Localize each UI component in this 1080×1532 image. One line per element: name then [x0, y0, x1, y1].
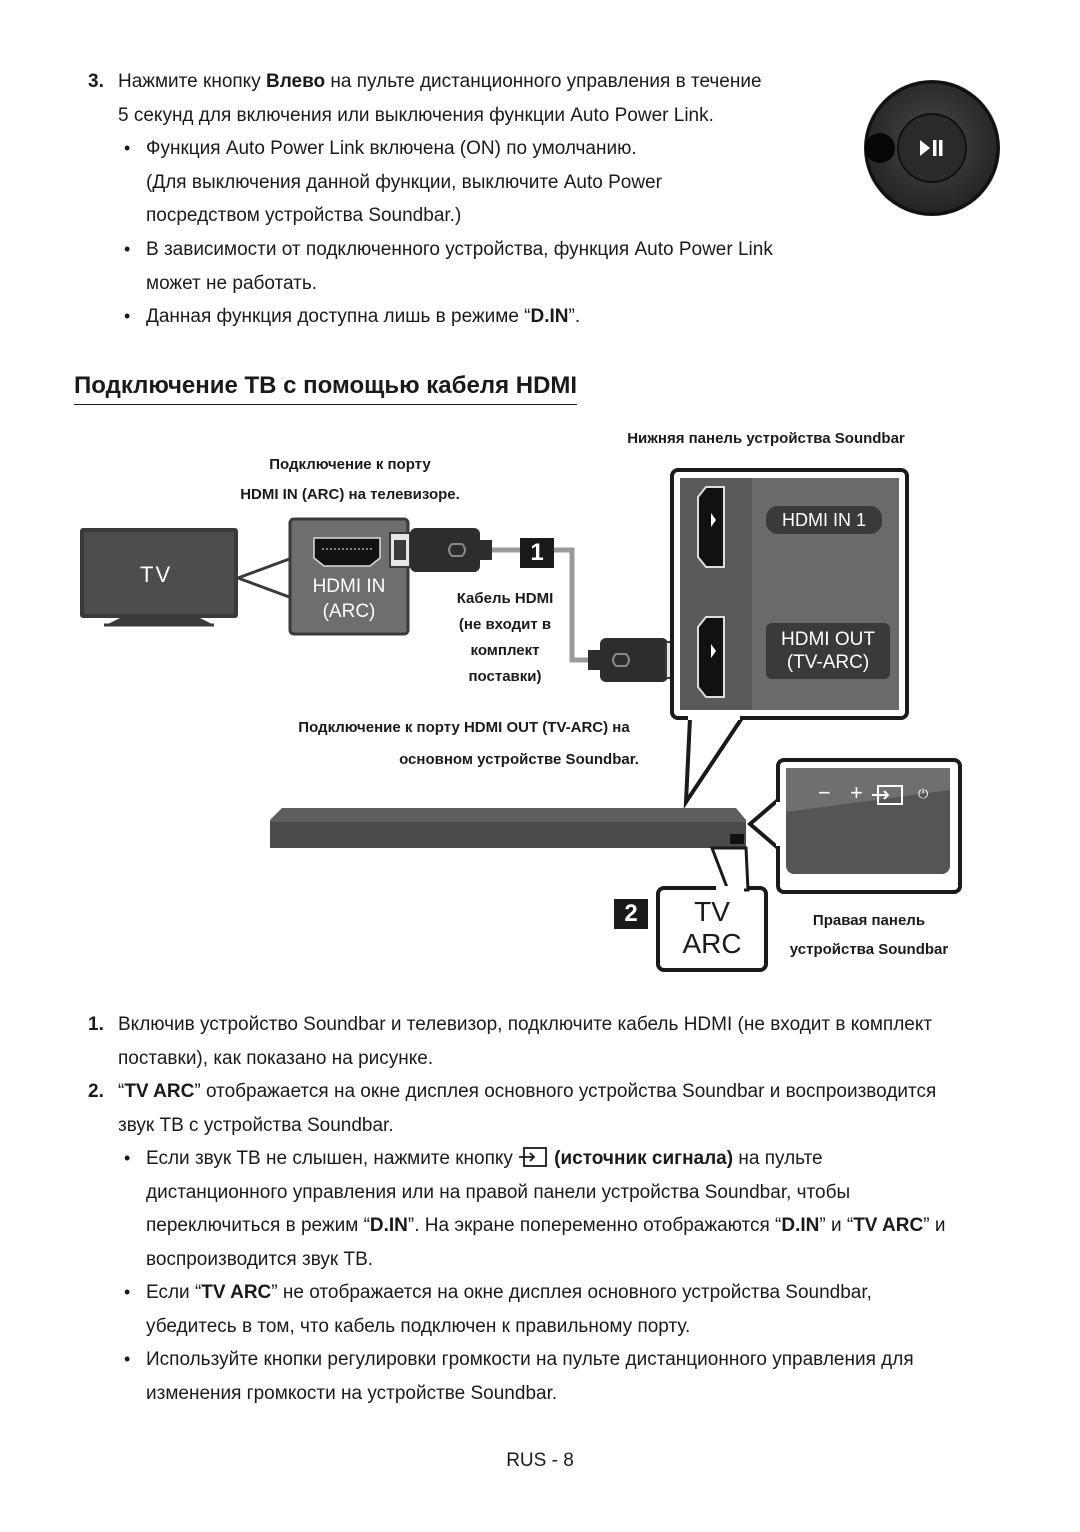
- label-right-panel: Правая панель устройства Soundbar: [789, 912, 949, 958]
- step-1: 1. Включив устройство Soundbar и телевизор, подключите кабель HDMI (не входит в комплект поставки), как показано на рисунке.: [88, 1014, 933, 1069]
- bullet-item: • Функция Auto Power Link включена (ON) по умолчанию. (Для выключения данной функции, выключите Auto Power посредством устройства Soundbar.): [146, 132, 662, 233]
- step-text-line: Нажмите кнопку Влево на пульте дистанционного управления в течение: [118, 71, 762, 92]
- tv-illustration: [80, 528, 292, 625]
- page-number: RUS - 8: [506, 1450, 574, 1471]
- bullet-item: • В зависимости от подключенного устройства, функция Auto Power Link может не работать.: [146, 233, 773, 300]
- step-text-line: 5 секунд для включения или выключения функции Auto Power Link.: [118, 104, 714, 126]
- step-number: 3.: [88, 71, 104, 92]
- badge-2: 2: [624, 900, 638, 927]
- step-2: 2. “TV ARC” отображается на окне дисплея основного устройства Soundbar и воспроизводится звук ТВ с устройства Soundbar.: [88, 1081, 937, 1136]
- source-icon: [518, 1145, 548, 1165]
- tv-screen-label: TV: [140, 562, 173, 587]
- bullet-item: • Используйте кнопки регулировки громкости на пульте дистанционного управления для изменения громкости на устройстве Soundbar.: [146, 1343, 914, 1410]
- badge-1: 1: [530, 539, 544, 566]
- panel-button-minus: −: [818, 780, 831, 805]
- label-bottom-panel: Нижняя панель устройства Soundbar: [627, 430, 905, 447]
- bullet-item: • Данная функция доступна лишь в режиме “D.IN”.: [146, 300, 580, 334]
- cable-label: Кабель HDMI (не входит в комплект поставки): [456, 590, 554, 685]
- display-text: TV ARC: [682, 896, 742, 959]
- label-soundbar-port: Подключение к порту HDMI OUT (TV-ARC) на основном устройстве Soundbar.: [298, 719, 639, 768]
- bullet-item: • Если “TV ARC” не отображается на окне дисплея основного устройства Soundbar, убедитесь в том, что кабель подключен к правильному порту.: [146, 1276, 872, 1343]
- panel-button-plus: +: [850, 780, 863, 805]
- port-hdmi-out-label: HDMI OUT (TV-ARC): [781, 629, 875, 673]
- tv-port-label: HDMI IN (ARC): [312, 576, 386, 622]
- bullet-item: • Если звук ТВ не слышен, нажмите кнопку (источник сигнала) на пульте дистанционного управления или на правой панели устройства Soundbar, чтобы переключиться в режим “D.IN”. На экране попеременно отображаются “D.IN” и “TV ARC” и воспроизводится звук ТВ.: [146, 1142, 945, 1276]
- panel-button-power: ⏻: [918, 786, 929, 801]
- label-tv-port: Подключение к порту HDMI IN (ARC) на телевизоре.: [240, 456, 460, 503]
- port-hdmi-in-label: HDMI IN 1: [781, 510, 866, 530]
- section-title: Подключение ТВ с помощью кабеля HDMI: [74, 372, 577, 405]
